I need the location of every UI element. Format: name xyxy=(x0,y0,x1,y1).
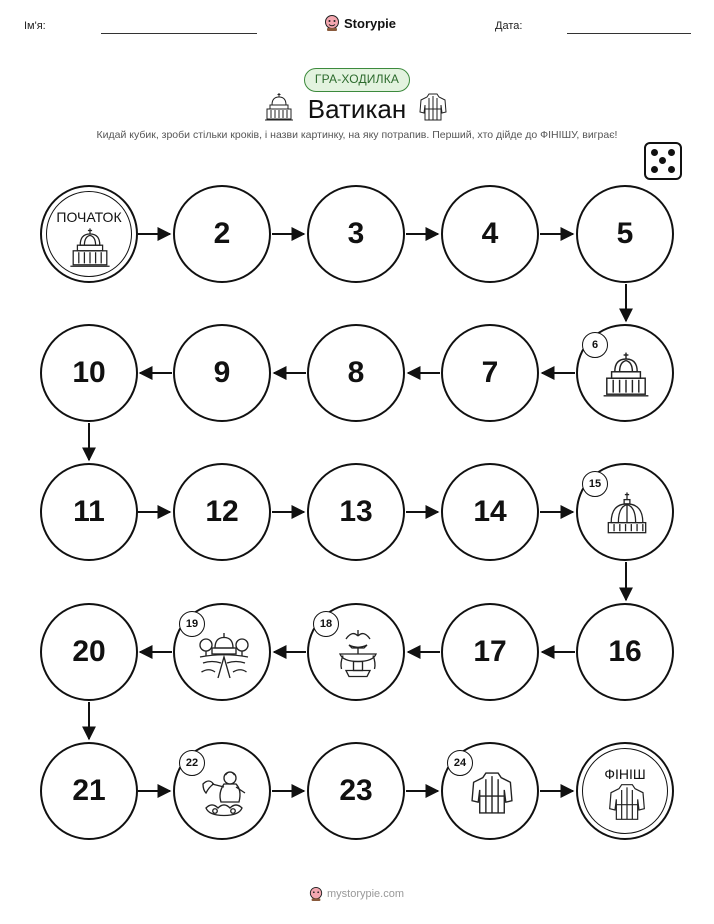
board-cell-24 xyxy=(441,742,539,840)
board-cell-3 xyxy=(307,185,405,283)
date-label: Дата: xyxy=(495,20,523,32)
footer xyxy=(309,886,404,902)
board-cell-12 xyxy=(173,463,271,561)
board-cell-4 xyxy=(441,185,539,283)
dome-icon xyxy=(605,491,649,537)
cell-number-badge: 6 xyxy=(582,332,608,358)
guard-uniform-icon xyxy=(469,770,515,816)
name-label: Ім'я: xyxy=(24,20,46,32)
board-cell-5 xyxy=(576,185,674,283)
cell-number: 9 xyxy=(213,356,231,389)
cell-number: 4 xyxy=(481,217,499,250)
cell-number: 7 xyxy=(481,356,499,389)
start-label: ПОЧАТОК xyxy=(56,209,122,225)
cell-number: 23 xyxy=(339,774,373,807)
board-cell-15 xyxy=(576,463,674,561)
guard-uniform-icon xyxy=(607,782,647,822)
fresco-icon xyxy=(197,766,251,820)
board-cell-19 xyxy=(173,603,271,701)
board-cell-20 xyxy=(40,603,138,701)
board-cell-23 xyxy=(307,742,405,840)
gardens-icon xyxy=(197,627,251,681)
board-cell-17 xyxy=(441,603,539,701)
cell-number-badge: 19 xyxy=(179,611,205,637)
cell-number: 5 xyxy=(616,217,634,250)
footer-url[interactable]: mystorypie.com xyxy=(327,888,405,900)
board-cell-18 xyxy=(307,603,405,701)
board-cell-13 xyxy=(307,463,405,561)
cell-number: 13 xyxy=(339,495,373,528)
storypie-mascot-icon xyxy=(309,886,323,902)
board-cell-16 xyxy=(576,603,674,701)
cell-number: 12 xyxy=(205,495,239,528)
cell-number: 10 xyxy=(72,356,106,389)
board-cell-6 xyxy=(576,324,674,422)
board-cell-9 xyxy=(173,324,271,422)
basilica-icon xyxy=(69,227,111,269)
finish-label: ФІНІШ xyxy=(604,766,646,782)
cell-number: 3 xyxy=(347,217,365,250)
cell-number: 11 xyxy=(73,495,105,528)
board-cell-22 xyxy=(173,742,271,840)
basilica-icon xyxy=(603,351,649,399)
fountain-icon xyxy=(334,627,382,681)
board-cell-start xyxy=(40,185,138,283)
board-cell-8 xyxy=(307,324,405,422)
cell-number-badge: 15 xyxy=(582,471,608,497)
board-cell-7 xyxy=(441,324,539,422)
cell-number: 2 xyxy=(213,217,231,250)
cell-number: 16 xyxy=(608,635,642,668)
cell-number: 14 xyxy=(473,495,507,528)
brand-name: Storypie xyxy=(344,15,397,31)
cell-number: 8 xyxy=(347,356,365,389)
board-cell-finish xyxy=(576,742,674,840)
page-title: Ватикан xyxy=(307,94,407,124)
cell-number: 20 xyxy=(72,635,106,668)
board-cell-14 xyxy=(441,463,539,561)
game-type-badge: ГРА-ХОДИЛКА xyxy=(304,68,410,92)
cell-number-badge: 22 xyxy=(179,750,205,776)
board-cell-10 xyxy=(40,324,138,422)
board-cell-11 xyxy=(40,463,138,561)
board-cell-2 xyxy=(173,185,271,283)
cell-number-badge: 24 xyxy=(447,750,473,776)
board-cell-21 xyxy=(40,742,138,840)
instructions: Кидай кубик, зроби стільки кроків, і назви картинку, на яку потрапив. Перший, хто дійде до ФІНІШУ, виграє! xyxy=(96,129,618,141)
cell-number: 21 xyxy=(72,774,106,807)
cell-number: 17 xyxy=(473,635,507,668)
cell-number-badge: 18 xyxy=(313,611,339,637)
